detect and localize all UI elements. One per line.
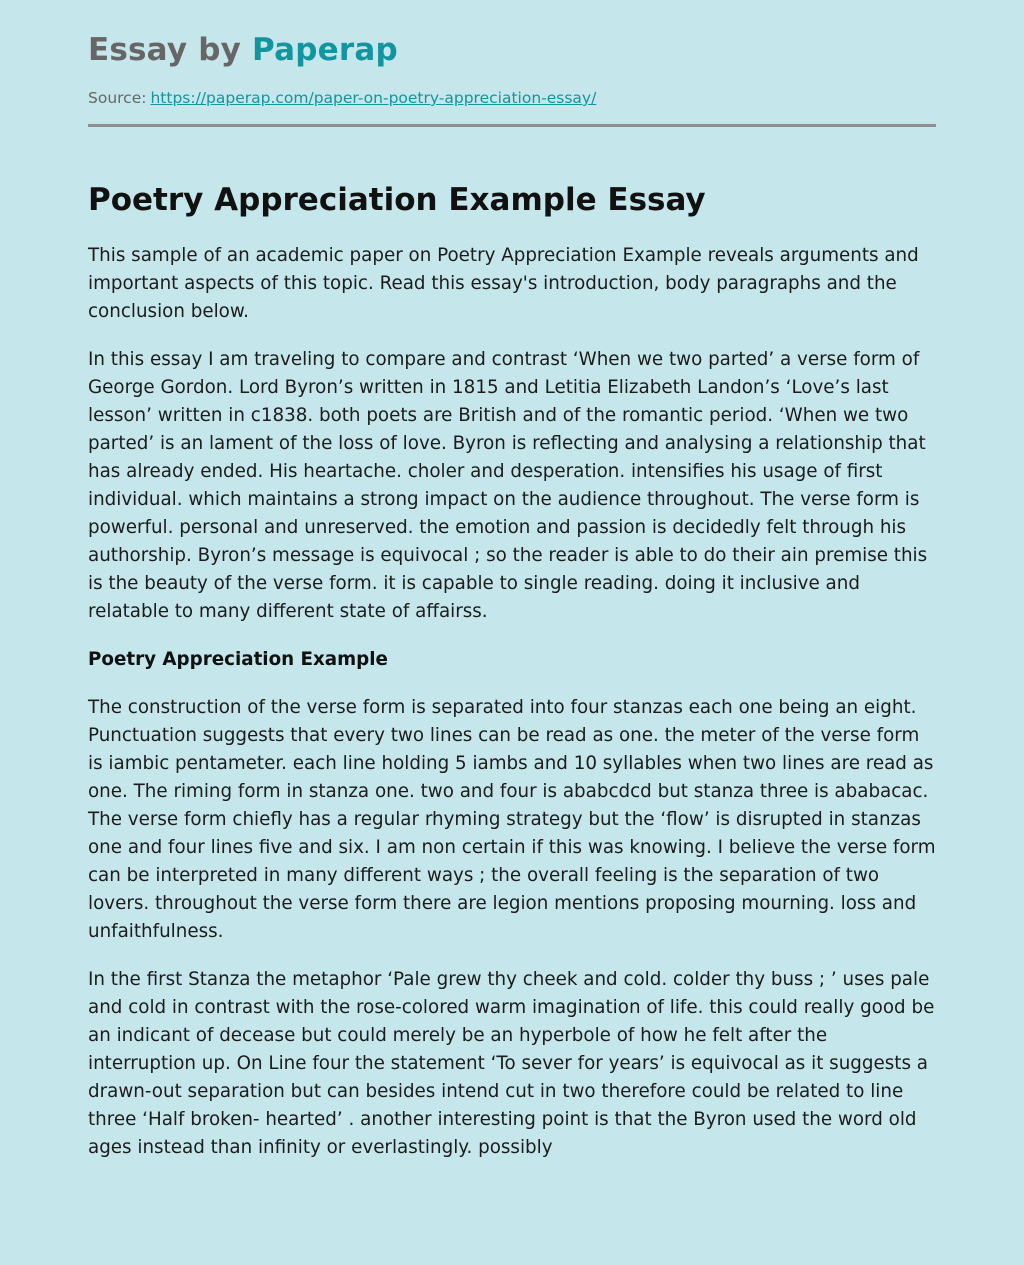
header-divider (88, 124, 936, 127)
article-body (88, 178, 936, 1162)
brand-prefix: Essay by (88, 32, 253, 68)
body-paragraph-3: In the first Stanza the metaphor ‘Pale grew thy cheek and cold. colder thy buss ; ’ uses pale and cold in contrast with the rose-colored warm imagination of life. this could really good be an indicant of decease but could merely be an hyperbole of how he felt after the interruption up. On Line four the statement ‘To sever for years’ is equivocal as it suggests a drawn-out separation but can besides intend cut in two therefore could be related to line three ‘Half broken- hearted’ . another interesting point is that the Byron used the word old ages instead than infinity or everlastingly. possibly (88, 969, 935, 1158)
article-title: Poetry Appreciation Example Essay (88, 182, 706, 218)
site-brand (88, 30, 936, 70)
source-link[interactable]: https://paperap.com/paper-on-poetry-appreciation-essay/ (150, 89, 597, 107)
brand-name: Paperap (252, 32, 398, 68)
body-paragraph-1: In this essay I am traveling to compare and contrast ‘When we two parted’ a verse form of George Gordon. Lord Byron’s written in 1815 and Letitia Elizabeth Landon’s ‘Love’s last lesson’ written in c1838. both poets are British and of the romantic period. ‘When we two parted’ is an lament of the loss of love. Byron is reflecting and analysing a relationship that has already ended. His heartache. choler and desperation. intensifies his usage of first individual. which maintains a strong impact on the audience throughout. The verse form is powerful. personal and unreserved. the emotion and passion is decidedly felt through his authorship. Byron’s message is equivocal ; so the reader is able to do their ain premise this is the beauty of the verse form. it is capable to single reading. doing it inclusive and relatable to many different state of affairss. (88, 349, 928, 622)
intro-paragraph: This sample of an academic paper on Poetry Appreciation Example reveals arguments and important aspects of this topic. Read this essay's introduction, body paragraphs and the conclusion below. (88, 245, 919, 322)
section-subheading: Poetry Appreciation Example (88, 649, 388, 670)
source-line (88, 87, 936, 109)
body-paragraph-2: The construction of the verse form is separated into four stanzas each one being an eight. Punctuation suggests that every two lines can be read as one. the meter of the verse form is iambic pentameter. each line holding 5 iambs and 10 syllables when two lines are read as one. The riming form in stanza one. two and four is ababcdcd but stanza three is ababacac. The verse form chiefly has a regular rhyming strategy but the ‘flow’ is disrupted in stanzas one and four lines five and six. I am non certain if this was knowing. I believe the verse form can be interpreted in many different ways ; the overall feeling is the separation of two lovers. throughout the verse form there are legion mentions proposing mourning. loss and unfaithfulness. (88, 697, 936, 942)
source-label: Source: (88, 89, 147, 107)
site-header (88, 30, 936, 109)
